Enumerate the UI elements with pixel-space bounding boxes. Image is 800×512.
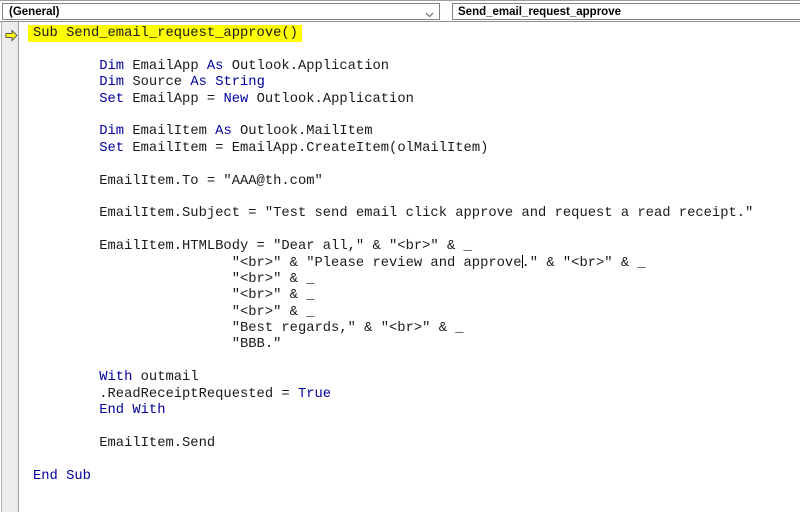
code-pane [0,22,800,512]
code-editor[interactable] [33,26,800,485]
code-line: Dim EmailItem As Outlook.MailItem [99,124,373,140]
code-line: Dim Source As String [99,75,265,91]
code-line: "<br>" & "Please review and approve." & "<br>" & _ [33,256,646,272]
code-line: EmailItem.HTMLBody = "Dear all," & "<br>" & _ [33,239,472,255]
code-line: Dim EmailApp As Outlook.Application [99,58,390,74]
code-line [33,452,800,468]
code-line: EmailItem.Send [33,435,216,451]
code-line: End Sub [33,468,91,484]
execution-point-highlight: Sub Send_email_request_approve() [28,25,302,42]
code-line: With outmail [99,370,199,386]
code-line: .ReadReceiptRequested = True [33,386,332,402]
code-line: EmailItem.To = "AAA@th.com" [33,173,323,189]
code-pane-header [0,1,800,22]
code-line [33,419,800,435]
margin-indicator-bar[interactable] [1,22,19,512]
object-dropdown-value: (General) [9,5,60,18]
code-line: "<br>" & _ [33,304,315,320]
chevron-down-icon[interactable] [425,9,434,21]
code-line: "<br>" & _ [33,288,315,304]
procedure-dropdown[interactable] [452,3,800,20]
code-line: EmailItem.Subject = "Test send email click approve and request a read receipt." [33,206,754,222]
code-line [33,157,800,173]
code-line: Set EmailApp = New Outlook.Application [99,91,414,107]
code-line: End With [99,402,166,418]
code-line [33,354,800,370]
code-line: "BBB." [33,337,282,353]
code-line: "Best regards," & "<br>" & _ [33,321,464,337]
code-line: "<br>" & _ [33,271,315,287]
code-line [33,223,800,239]
code-line: Set EmailItem = EmailApp.CreateItem(olMailItem) [99,140,489,156]
code-line [33,42,800,58]
code-line [33,26,800,42]
object-dropdown[interactable] [2,3,440,20]
code-lines [33,26,800,485]
code-line [33,190,800,206]
execution-point-arrow-icon [5,29,18,47]
code-line [33,108,800,124]
procedure-dropdown-value: Send_email_request_approve [458,5,621,18]
